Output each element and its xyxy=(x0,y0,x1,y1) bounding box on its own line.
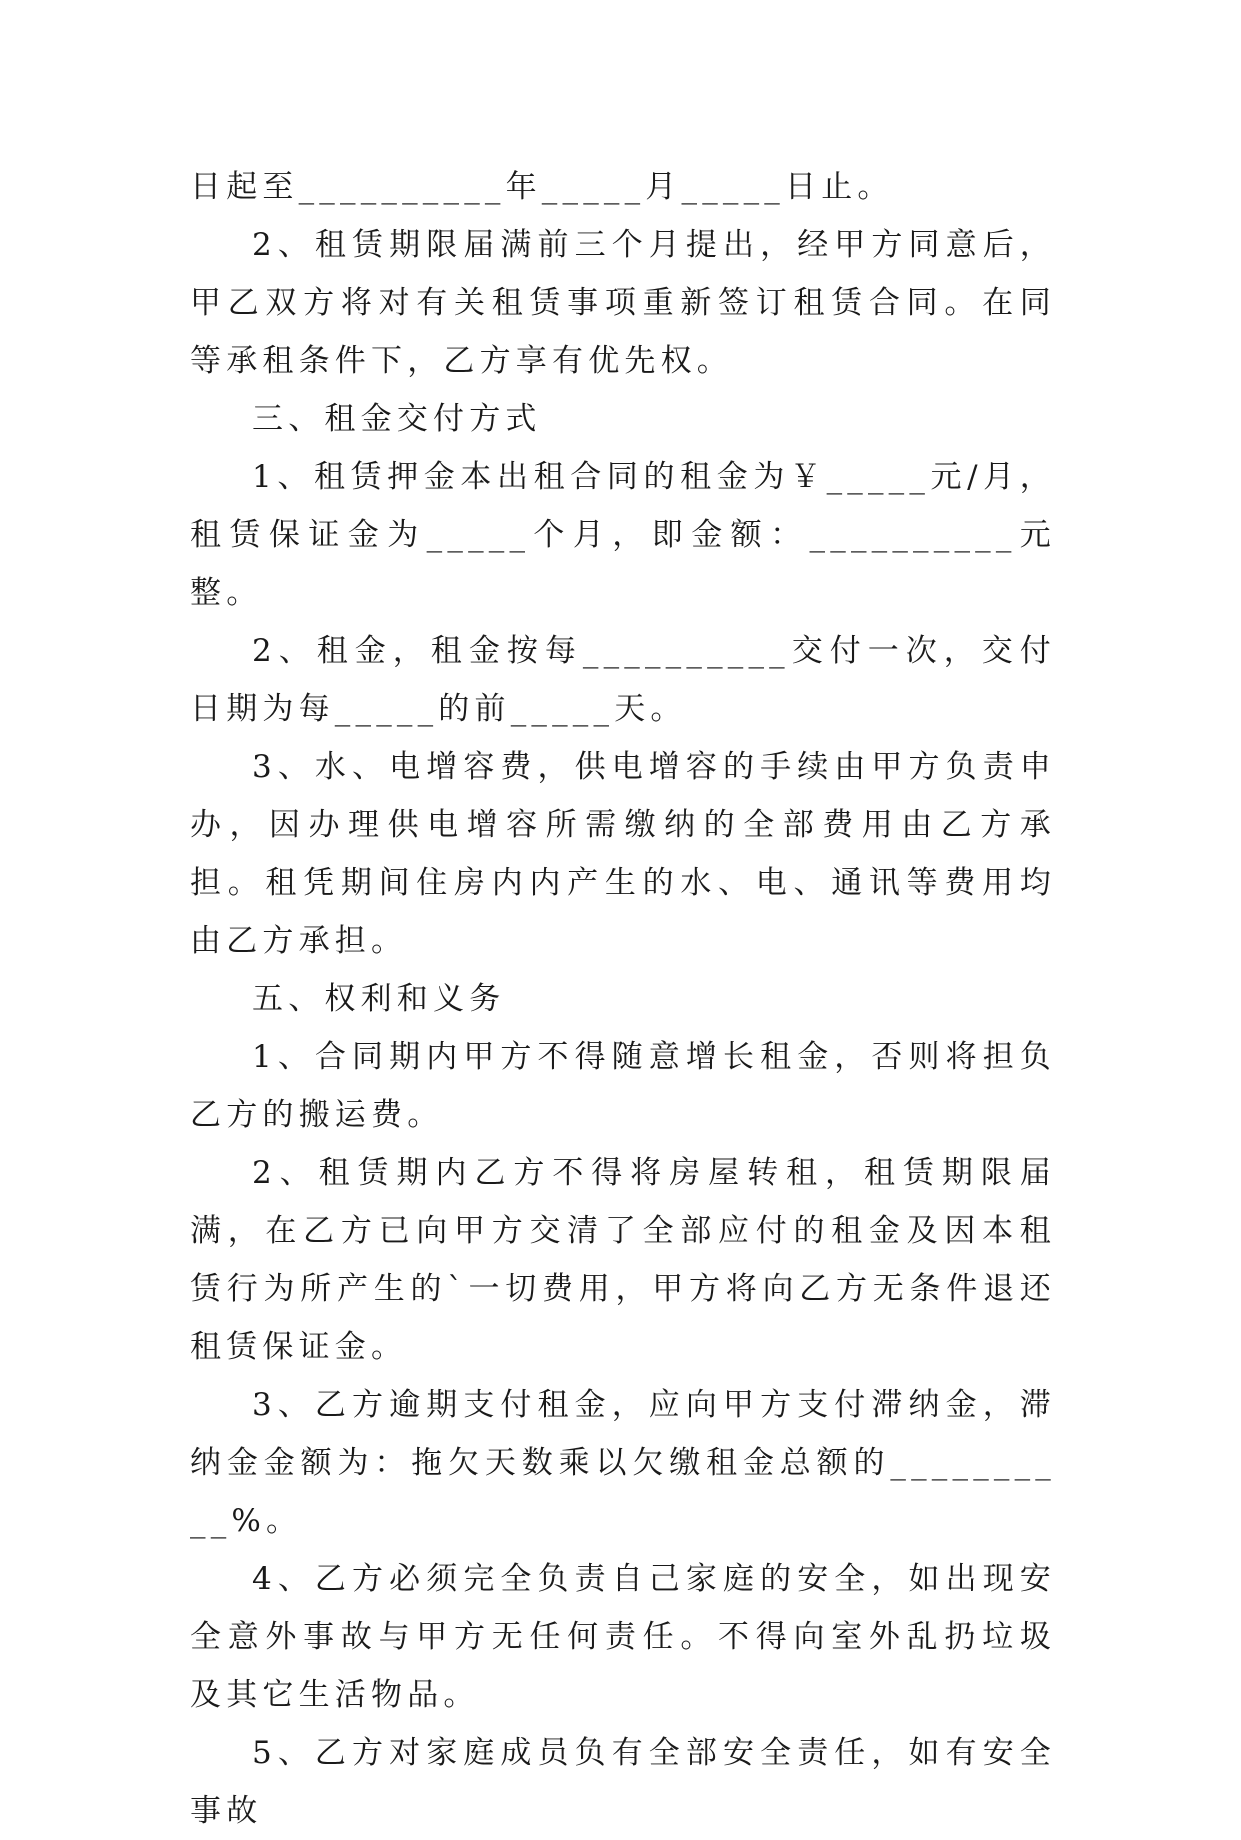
paragraph-deposit: 1、租赁押金本出租合同的租金为￥_____元/月，租赁保证金为_____个月，即金额：__________元整。 xyxy=(190,459,1056,611)
paragraph-utility-fees: 3、水、电增容费，供电增容的手续由甲方负责申办，因办理供电增容所需缴纳的全部费用由乙方承担。租凭期间住房内内产生的水、电、通讯等费用均由乙方承担。 xyxy=(190,749,1056,959)
paragraph-rent-schedule: 2、租金，租金按每__________交付一次，交付日期为每_____的前_____天。 xyxy=(190,633,1056,727)
paragraph-sublet: 2、租赁期内乙方不得将房屋转租，租赁期限届满，在乙方已向甲方交清了全部应付的租金及因本租赁行为所产生的`一切费用，甲方将向乙方无条件退还租赁保证金。 xyxy=(190,1155,1056,1365)
paragraph-renewal: 2、租赁期限届满前三个月提出，经甲方同意后，甲乙双方将对有关租赁事项重新签订租赁合同。在同等承租条件下，乙方享有优先权。 xyxy=(190,227,1056,379)
section-heading-rent-payment: 三、租金交付方式 xyxy=(252,401,542,437)
paragraph-rent-increase: 1、合同期内甲方不得随意增长租金，否则将担负乙方的搬运费。 xyxy=(190,1039,1056,1133)
paragraph-family-responsibility: 5、乙方对家庭成员负有全部安全责任，如有安全事故 xyxy=(190,1735,1056,1829)
section-heading-rights-obligations: 五、权利和义务 xyxy=(252,981,506,1017)
paragraph-lease-end-date: 日起至__________年_____月_____日止。 xyxy=(190,169,894,205)
document-body xyxy=(190,158,1056,1840)
paragraph-late-fee: 3、乙方逾期支付租金，应向甲方支付滞纳金，滞纳金金额为：拖欠天数乘以欠缴租金总额的__________%。 xyxy=(190,1387,1056,1539)
paragraph-safety: 4、乙方必须完全负责自己家庭的安全，如出现安全意外事故与甲方无任何责任。不得向室外乱扔垃圾及其它生活物品。 xyxy=(190,1561,1056,1713)
